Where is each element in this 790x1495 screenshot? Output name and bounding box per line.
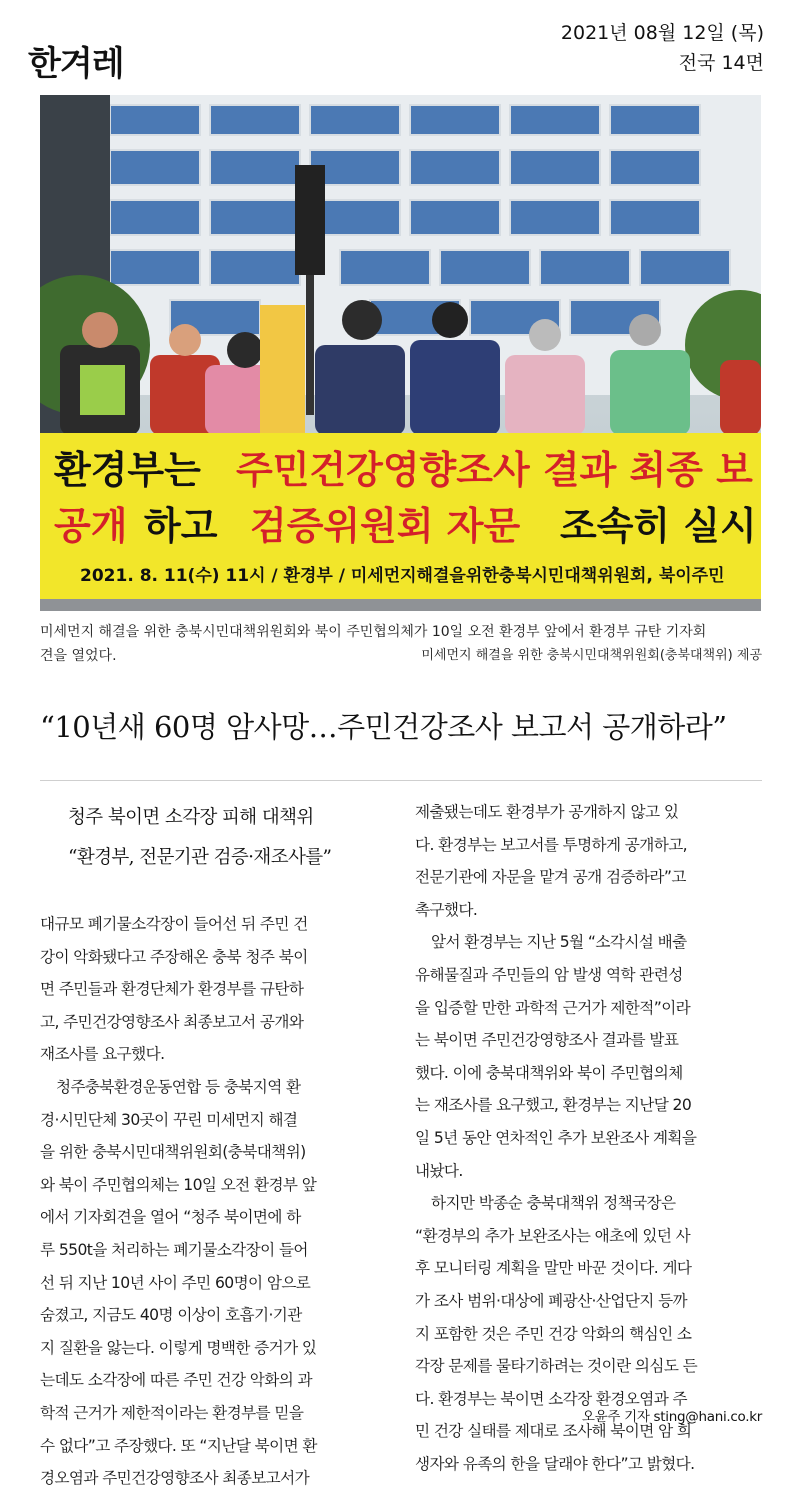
body-line: 전문기관에 자문을 맡겨 공개 검증하라”고 [415,868,686,887]
subhead-line2: “환경부, 전문기관 검증·재조사를” [68,847,332,868]
body-line: 지 질환을 앓는다. 이렇게 명백한 증거가 있 [40,1338,317,1357]
body-line: 각장 문제를 물타기하려는 것이란 의심도 든 [415,1357,698,1376]
body-line: 는 북이면 주민건강영향조사 결과를 발표 [415,1031,679,1050]
body-line: 다. 환경부는 북이면 소각장 환경오염과 주 [415,1389,688,1408]
byline: 오윤주 기자 sting@hani.co.kr [581,1409,762,1425]
body-line: 루 550t을 처리하는 폐기물소각장이 들어 [40,1240,308,1259]
caption-line1: 미세먼지 해결을 위한 충북시민대책위원회와 북이 주민협의체가 10일 오전 환경부 앞에서 환경부 규탄 기자회 [40,624,707,640]
body-line: “환경부의 추가 보완조사는 애초에 있던 사 [415,1226,691,1245]
body-line: 에서 기자회견을 열어 “청주 북이면에 하 [40,1208,301,1227]
photo-credit: 미세먼지 해결을 위한 충북시민대책위원회(충북대책위) 제공 [421,648,762,663]
body-line: 강이 악화됐다고 주장해온 충북 청주 북이 [40,947,308,966]
body-line: 고, 주민건강영향조사 최종보고서 공개와 [40,1012,304,1031]
body-line: 학적 근거가 제한적이라는 환경부를 믿을 [40,1403,304,1422]
body-line: 수 없다”고 주장했다. 또 “지난달 북이면 환 [40,1436,317,1455]
body-line: 을 위한 충북시민대책위원회(충북대책위) [40,1143,306,1162]
banner-line2-red1: 공개 [54,504,128,548]
body-column-1 [40,908,398,1495]
article-subhead [68,798,398,878]
body-line: 을 입증할 만한 과학적 근거가 제한적”이라 [415,998,691,1017]
body-line: 유해물질과 주민들의 암 발생 역학 관련성 [415,965,683,984]
banner-line2-black2: 조속히 실시 [560,504,757,548]
body-line: 재조사를 요구했다. [40,1045,165,1064]
banner-line2-red2: 검증위원회 자문 [250,504,521,548]
body-line: 는 재조사를 요구했고, 환경부는 지난달 20 [415,1096,692,1115]
body-line: 경·시민단체 30곳이 꾸린 미세먼지 해결 [40,1110,298,1129]
body-line: 제출됐는데도 환경부가 공개하지 않고 있 [415,803,679,821]
banner-line1-black: 환경부는 [54,448,201,492]
body-line: 촉구했다. [415,900,478,919]
body-line: 지 포함한 것은 주민 건강 악화의 핵심인 소 [415,1324,692,1343]
body-line: 대규모 폐기물소각장이 들어선 뒤 주민 건 [40,915,308,933]
body-line: 내놨다. [415,1161,463,1180]
body-line: 민 건강 실태를 제대로 조사해 북이면 암 희 [415,1422,692,1441]
body-line: 다. 환경부는 보고서를 투명하게 공개하고, [415,835,688,854]
body-line: 앞서 환경부는 지난 5월 “소각시설 배출 [431,933,687,952]
body-line: 숨졌고, 지금도 40명 이상이 호흡기·기관 [40,1306,302,1325]
protest-photo [40,95,761,611]
body-line: 후 모니터링 계획을 말만 바꾼 것이다. 게다 [415,1259,692,1278]
body-line: 하지만 박종순 충북대책위 정책국장은 [431,1194,676,1213]
body-line: 선 뒤 지난 10년 사이 주민 60명이 암으로 [40,1273,311,1292]
article-headline: “10년새 60명 암사망…주민건강조사 보고서 공개하라” [40,710,727,744]
body-column-2 [415,796,765,1480]
body-line: 일 5년 동안 연차적인 추가 보완조사 계획을 [415,1128,697,1147]
body-line: 는데도 소각장에 따른 주민 건강 악화의 과 [40,1371,313,1390]
body-line: 했다. 이에 충북대책위와 북이 주민협의체 [415,1063,683,1082]
protest-photo-illustration [40,95,761,611]
banner-line1-red: 주민건강영향조사 결과 최종 보 [236,448,753,492]
body-line: 면 주민들과 환경단체가 환경부를 규탄하 [40,980,304,999]
banner-line3: 2021. 8. 11(수) 11시 / 환경부 / 미세먼지해결을위한충북시민대책위원회, 북이주민 [80,566,725,586]
dateline [561,18,764,78]
body-line: 청주충북환경운동연합 등 충북지역 환 [56,1077,301,1096]
photo-caption [40,620,762,668]
body-line: 생자와 유족의 한을 달래야 한다”고 밝혔다. [415,1454,695,1473]
headline-divider [40,780,762,781]
body-line: 와 북이 주민협의체는 10일 오전 환경부 앞 [40,1175,317,1194]
body-line: 가 조사 범위·대상에 폐광산·산업단지 등까 [415,1291,688,1310]
subhead-line1: 청주 북이면 소각장 피해 대책위 [68,807,314,828]
body-line: 경오염과 주민건강영향조사 최종보고서가 [40,1469,310,1488]
publish-date: 2021년 08월 12일 (목) [560,22,764,44]
banner-line2-black1: 하고 [144,504,218,548]
caption-line2: 견을 열었다. [40,648,117,664]
edition-page: 전국 14면 [678,52,764,74]
newspaper-logo: 한겨레 [28,44,124,84]
